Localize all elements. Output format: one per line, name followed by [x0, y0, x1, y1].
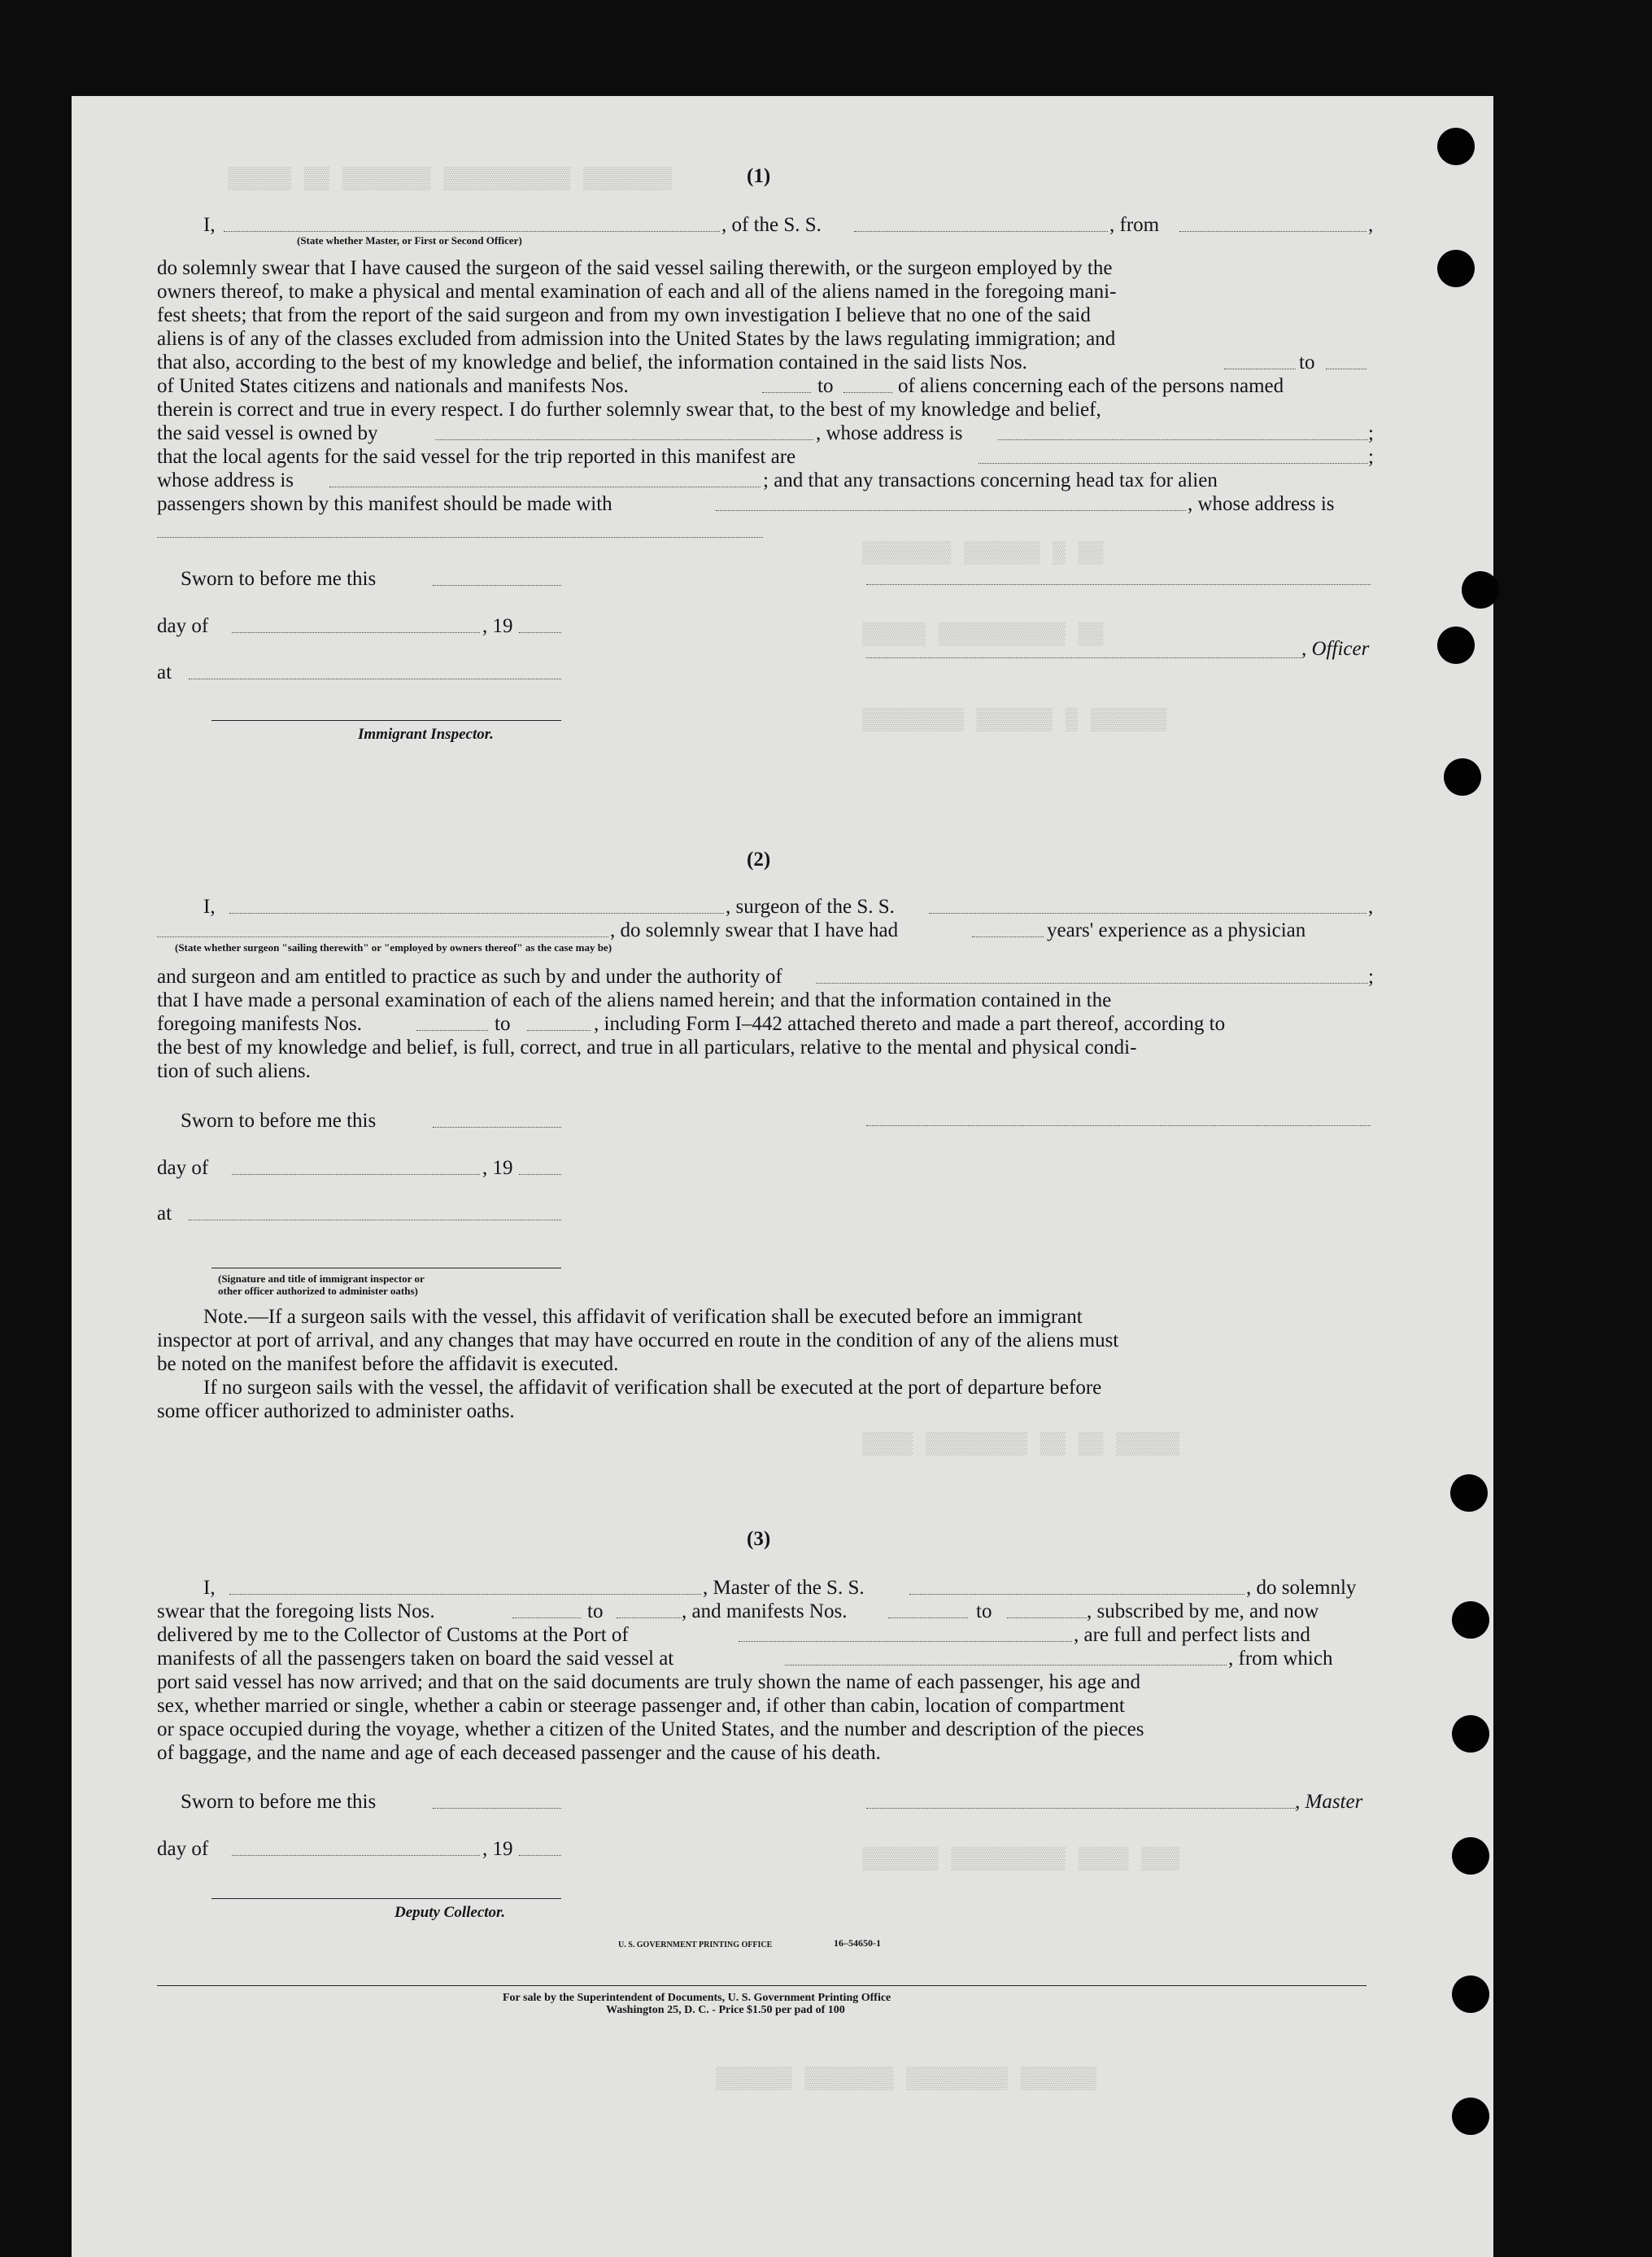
master-rank-field[interactable] — [224, 231, 720, 232]
semicolon: ; — [1368, 422, 1374, 444]
s1-para-line-3: fest sheets; that from the report of the said surgeon and from my own investigation I believe that no one of the said — [157, 304, 1091, 326]
bleed-through-texture: ▒▒▒▒▒ ▒▒▒▒▒▒▒▒▒▒ ▒▒ — [862, 622, 1104, 647]
bleed-through-texture: ▒▒▒▒▒▒ ▒▒▒▒▒▒▒ ▒▒▒▒▒▒▒▒ ▒▒▒▒▒▒ — [716, 2067, 1097, 2091]
s2-i: I, — [203, 896, 216, 918]
officer-signature-field[interactable] — [866, 657, 1301, 658]
section-2-number: (2) — [747, 849, 771, 871]
s2-line-3: and surgeon and am entitled to practice as such by and under the authority of — [157, 966, 782, 988]
s3-line-3b: , are full and perfect lists and — [1074, 1624, 1310, 1646]
s3-line-6: sex, whether married or single, whether a cabin or steerage passenger and, if other than cabin, location of compartment — [157, 1695, 1125, 1717]
s1-para-line-10: whose address is — [157, 469, 294, 491]
section-3-number: (3) — [747, 1528, 771, 1550]
s3-master-of: , Master of the S. S. — [703, 1577, 865, 1599]
binder-hole — [1437, 250, 1475, 287]
officer-label: , Officer — [1301, 638, 1370, 660]
authority-field[interactable] — [816, 983, 1368, 984]
surgeon-type-field[interactable] — [157, 936, 608, 937]
s3-to-1: to — [587, 1600, 604, 1622]
years-experience-field[interactable] — [972, 936, 1044, 937]
bleed-through-texture: ▒▒▒▒▒▒▒ ▒▒▒▒▒▒ ▒ ▒▒ — [862, 541, 1104, 565]
s1-para-line-8: the said vessel is owned by — [157, 422, 378, 444]
footer-rule — [157, 1985, 1366, 1986]
s1-sworn-field[interactable] — [433, 585, 561, 586]
s3-lists-from-field[interactable] — [512, 1617, 581, 1618]
s2-at-label: at — [157, 1203, 172, 1225]
s3-lists-to-field[interactable] — [617, 1617, 682, 1618]
s1-para-line-11: passengers shown by this manifest should be made with — [157, 493, 612, 515]
manifests-to-field[interactable] — [843, 392, 892, 393]
binder-hole — [1437, 128, 1475, 165]
bleed-through-texture: ▒▒▒▒▒ ▒▒ ▒▒▒▒▒▒▒ ▒▒▒▒▒▒▒▒▒▒ ▒▒▒▒▒▒▒ — [228, 167, 673, 191]
s2-line-5b: to — [495, 1013, 511, 1035]
s3-do-solemnly: , do solemnly — [1246, 1577, 1357, 1599]
s1-para-line-9: that the local agents for the said vessel for the trip reported in this manifest are — [157, 446, 796, 468]
collector-signature-line[interactable] — [211, 1898, 561, 1899]
s3-i: I, — [203, 1577, 216, 1599]
surgeon-signature-field[interactable] — [866, 1125, 1371, 1126]
s2-sig-hint-1: (Signature and title of immigrant inspector or — [218, 1273, 425, 1285]
bleed-through-texture: ▒▒▒▒ ▒▒▒▒▒▒▒▒ ▒▒ ▒▒ ▒▒▒▒▒ — [862, 1432, 1180, 1456]
s3-day-of-label: day of — [157, 1838, 209, 1860]
port-of-arrival-field[interactable] — [739, 1641, 1072, 1642]
comma: , — [1368, 896, 1374, 918]
s3-day-field[interactable] — [232, 1855, 480, 1856]
inspector-signature-line[interactable] — [211, 720, 561, 721]
s1-day-field[interactable] — [232, 632, 480, 633]
s2-do-solemnly: , do solemnly swear that I have had — [610, 919, 899, 941]
manifests-from-field[interactable] — [762, 392, 811, 393]
s2-note-4: If no surgeon sails with the vessel, the affidavit of verification shall be executed at the port of departure before — [203, 1377, 1102, 1399]
s3-line-8: of baggage, and the name and age of each deceased passenger and the cause of his death. — [157, 1742, 881, 1764]
s1-to-2: to — [817, 375, 834, 397]
s3-line-5: port said vessel has now arrived; and that on the said documents are truly shown the name of each passenger, his age and — [157, 1671, 1141, 1693]
s3-line-2c: , subscribed by me, and now — [1087, 1600, 1319, 1622]
s1-officer-top-field[interactable] — [866, 584, 1371, 585]
s1-year-field[interactable] — [519, 632, 561, 633]
bleed-through-texture: ▒▒▒▒▒▒▒▒ ▒▒▒▒▒▒ ▒ ▒▒▒▒▒▒ — [862, 708, 1167, 732]
s1-i: I, — [203, 214, 216, 236]
s2-manifests-from-field[interactable] — [416, 1030, 488, 1031]
s2-day-of-label: day of — [157, 1157, 209, 1179]
s1-payee-address-label: , whose address is — [1188, 493, 1335, 515]
s2-line-5c: , including Form I–442 attached thereto and made a part thereof, according to — [594, 1013, 1226, 1035]
binder-hole — [1452, 1601, 1489, 1639]
s2-sig-hint-2: other officer authorized to administer oaths) — [218, 1285, 418, 1297]
s1-of-ss: , of the S. S. — [721, 214, 822, 236]
binder-hole — [1452, 1837, 1489, 1875]
gpo-imprint: U. S. GOVERNMENT PRINTING OFFICE — [618, 1940, 773, 1949]
section-1-number: (1) — [747, 165, 771, 187]
s3-year-label: , 19 — [482, 1838, 513, 1860]
s2-note-5: some officer authorized to administer oaths. — [157, 1400, 515, 1422]
s2-surgeon-of: , surgeon of the S. S. — [726, 896, 895, 918]
s3-manifests-to-field[interactable] — [1007, 1617, 1087, 1618]
s2-surgeon-type-hint: (State whether surgeon "sailing therewith" or "employed by owners thereof" as the case may be) — [175, 941, 612, 954]
s3-line-7: or space occupied during the voyage, whether a citizen of the United States, and the number and description of the pieces — [157, 1718, 1144, 1740]
s3-sworn-label: Sworn to before me this — [181, 1791, 377, 1813]
binder-hole — [1450, 1474, 1488, 1512]
s3-line-2a: swear that the foregoing lists Nos. — [157, 1600, 435, 1622]
s2-sworn-label: Sworn to before me this — [181, 1110, 377, 1132]
s2-year-field[interactable] — [519, 1174, 561, 1175]
s3-year-field[interactable] — [519, 1855, 561, 1856]
comma: , — [1368, 214, 1374, 236]
binder-hole — [1452, 2098, 1489, 2135]
s1-para-line-2: owners thereof, to make a physical and mental examination of each and all of the aliens named in the foregoing mani- — [157, 281, 1117, 303]
s1-owner-address-label: , whose address is — [816, 422, 963, 444]
local-agents-field[interactable] — [979, 463, 1368, 464]
vessel-owner-field[interactable] — [435, 439, 813, 440]
s1-para-line-7: therein is correct and true in every respect. I do further solemnly swear that, to the best of my knowledge and belief, — [157, 399, 1101, 421]
s1-sworn-label: Sworn to before me this — [181, 568, 377, 590]
s1-of-aliens: of aliens concerning each of the persons named — [898, 375, 1284, 397]
s2-sworn-field[interactable] — [433, 1127, 561, 1128]
vessel-name-field[interactable] — [854, 231, 1108, 232]
s3-line-4b: , from which — [1228, 1648, 1333, 1670]
s1-at-label: at — [157, 661, 172, 683]
s3-manifests-from-field[interactable] — [888, 1617, 968, 1618]
s1-head-tax: ; and that any transactions concerning head tax for alien — [763, 469, 1218, 491]
s2-line-5a: foregoing manifests Nos. — [157, 1013, 363, 1035]
s2-manifests-to-field[interactable] — [527, 1030, 591, 1031]
s2-note-2: inspector at port of arrival, and any changes that may have occurred en route in the condition of any of the aliens must — [157, 1329, 1119, 1351]
s1-para-line-5: that also, according to the best of my knowledge and belief, the information contained in the said lists Nos. — [157, 351, 1027, 373]
s2-line-6: the best of my knowledge and belief, is full, correct, and true in all particulars, relative to the mental and physical condi- — [157, 1037, 1137, 1059]
semicolon: ; — [1368, 446, 1374, 468]
master-signature-field[interactable] — [866, 1808, 1296, 1809]
deputy-collector-label: Deputy Collector. — [394, 1904, 506, 1921]
binder-hole — [1437, 626, 1475, 664]
sale-notice-2: Washington 25, D. C. - Price $1.50 per pad of 100 — [606, 2004, 845, 2016]
binder-hole — [1462, 571, 1499, 609]
owner-address-field[interactable] — [998, 439, 1368, 440]
port-from-field[interactable] — [1179, 231, 1366, 232]
s2-vessel-field[interactable] — [929, 913, 1366, 914]
s1-to: to — [1299, 351, 1315, 373]
s1-day-of-label: day of — [157, 615, 209, 637]
s3-line-4a: manifests of all the passengers taken on board the said vessel at — [157, 1648, 674, 1670]
surgeon-name-field[interactable] — [229, 913, 724, 914]
s3-vessel-field[interactable] — [909, 1594, 1244, 1595]
sale-notice-1: For sale by the Superintendent of Documents, U. S. Government Printing Office — [503, 1992, 891, 2004]
s2-day-field[interactable] — [232, 1174, 480, 1175]
binder-hole — [1452, 1715, 1489, 1753]
form-code: 16–54650-1 — [834, 1937, 881, 1949]
s2-years-experience: years' experience as a physician — [1047, 919, 1306, 941]
s2-year-label: , 19 — [482, 1157, 513, 1179]
s3-line-2b: , and manifests Nos. — [682, 1600, 848, 1622]
bleed-through-texture: ▒▒▒▒▒▒ ▒▒▒▒▒▒▒▒▒ ▒▒▒▒ ▒▒▒ — [862, 1847, 1180, 1871]
binder-hole — [1444, 758, 1481, 796]
s3-sworn-field[interactable] — [433, 1808, 561, 1809]
s1-para-line-6: of United States citizens and nationals and manifests Nos. — [157, 375, 629, 397]
s3-line-3a: delivered by me to the Collector of Customs at the Port of — [157, 1624, 629, 1646]
binder-hole — [1452, 1975, 1489, 2013]
s1-year-label: , 19 — [482, 615, 513, 637]
immigrant-inspector-label: Immigrant Inspector. — [358, 726, 494, 743]
master-name-field[interactable] — [229, 1594, 701, 1595]
s3-to-2: to — [976, 1600, 992, 1622]
s2-note-1: Note.—If a surgeon sails with the vessel, this affidavit of verification shall be executed before an immigrant — [203, 1306, 1083, 1328]
s2-note-3: be noted on the manifest before the affidavit is executed. — [157, 1353, 619, 1375]
payee-address-field[interactable] — [157, 537, 763, 538]
s2-line-7: tion of such aliens. — [157, 1060, 311, 1082]
head-tax-payee-field[interactable] — [716, 510, 1186, 511]
s1-para-line-4: aliens is of any of the classes excluded from admission into the United States by the laws regulating immigration; and — [157, 328, 1116, 350]
s1-from: , from — [1109, 214, 1160, 236]
semicolon: ; — [1368, 966, 1374, 988]
s1-para-line-1: do solemnly swear that I have caused the surgeon of the said vessel sailing therewith, or the surgeon employed by the — [157, 257, 1113, 279]
master-label: , Master — [1295, 1791, 1363, 1813]
s1-rank-hint: (State whether Master, or First or Second Officer) — [297, 234, 522, 247]
s2-line-4: that I have made a personal examination of each of the aliens named herein; and that the information contained in the — [157, 989, 1112, 1011]
